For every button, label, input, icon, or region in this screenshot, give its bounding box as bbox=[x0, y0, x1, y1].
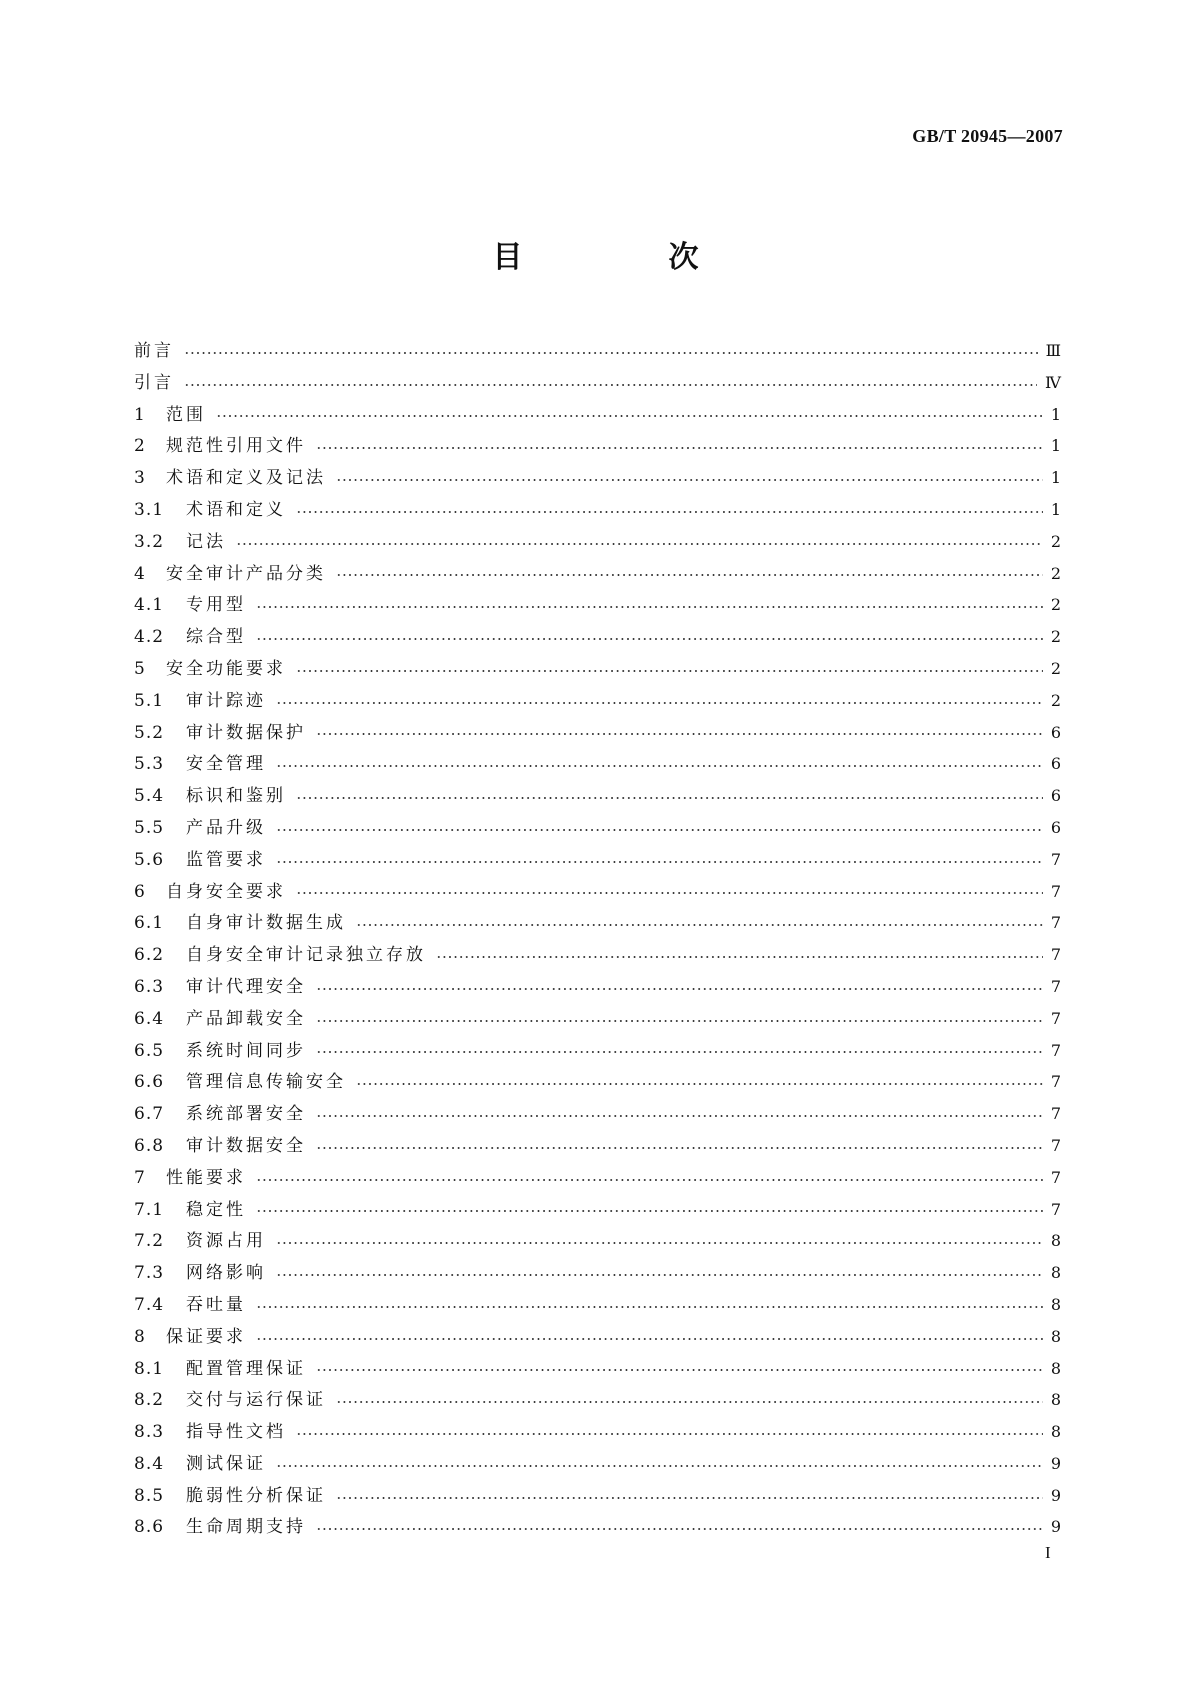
toc-entry-label: 综合型 bbox=[186, 627, 246, 648]
toc-entry-number: 2 bbox=[134, 436, 146, 457]
toc-entry[interactable] bbox=[134, 1066, 1061, 1098]
toc-entry[interactable] bbox=[134, 907, 1061, 939]
toc-entry[interactable] bbox=[134, 1130, 1061, 1162]
dot-leader bbox=[276, 854, 1043, 866]
dot-leader bbox=[296, 663, 1043, 675]
toc-entry[interactable] bbox=[134, 844, 1061, 876]
toc-entry-label: 范围 bbox=[166, 404, 206, 425]
dot-leader bbox=[256, 631, 1043, 643]
dot-leader bbox=[276, 1235, 1043, 1247]
toc-entry-page: Ⅳ bbox=[1045, 372, 1061, 392]
toc-entry[interactable] bbox=[134, 812, 1061, 844]
toc-entry[interactable] bbox=[134, 1448, 1061, 1480]
toc-entry-page: 7 bbox=[1050, 1072, 1061, 1092]
toc-entry-label: 资源占用 bbox=[186, 1231, 266, 1252]
toc-entry-number: 5.6 bbox=[134, 849, 165, 870]
dot-leader bbox=[316, 440, 1043, 452]
dot-leader bbox=[316, 1521, 1043, 1533]
dot-leader bbox=[336, 567, 1043, 579]
toc-entry-number: 6.5 bbox=[134, 1040, 165, 1061]
toc-entry[interactable] bbox=[134, 876, 1061, 908]
dot-leader bbox=[296, 1426, 1043, 1438]
toc-entry-number: 6.1 bbox=[134, 913, 165, 934]
toc-entry-page: 6 bbox=[1050, 754, 1061, 774]
dot-leader bbox=[356, 917, 1043, 929]
toc-entry-number: 5 bbox=[134, 658, 146, 679]
toc-entry[interactable] bbox=[134, 1225, 1061, 1257]
toc-entry-number: 8 bbox=[134, 1326, 146, 1347]
toc-entry-page: 8 bbox=[1050, 1294, 1061, 1314]
toc-entry-label: 测试保证 bbox=[186, 1453, 266, 1474]
toc-entry-label: 管理信息传输安全 bbox=[186, 1072, 346, 1093]
toc-entry-page: 7 bbox=[1050, 945, 1061, 965]
toc-entry[interactable] bbox=[134, 1257, 1061, 1289]
toc-entry-label: 产品升级 bbox=[186, 817, 266, 838]
toc-entry-label: 脆弱性分析保证 bbox=[186, 1485, 326, 1506]
toc-entry-page: 8 bbox=[1050, 1390, 1061, 1410]
toc-entry[interactable] bbox=[134, 748, 1061, 780]
dot-leader bbox=[276, 695, 1043, 707]
toc-entry-page: 2 bbox=[1050, 627, 1061, 647]
toc-entry-label: 引言 bbox=[134, 372, 174, 393]
toc-entry-page: 1 bbox=[1050, 404, 1061, 424]
toc-entry-label: 自身审计数据生成 bbox=[186, 913, 346, 934]
toc-entry-page: 1 bbox=[1050, 436, 1061, 456]
toc-entry-page: 7 bbox=[1050, 849, 1061, 869]
toc-entry-number: 8.3 bbox=[134, 1422, 165, 1443]
toc-entry-number: 3.2 bbox=[134, 531, 165, 552]
toc-entry-label: 性能要求 bbox=[166, 1167, 246, 1188]
toc-entry[interactable] bbox=[134, 335, 1061, 367]
toc-entry[interactable] bbox=[134, 685, 1061, 717]
dot-leader bbox=[436, 949, 1043, 961]
toc-entry-label: 自身安全要求 bbox=[166, 881, 286, 902]
toc-entry-label: 吞吐量 bbox=[186, 1294, 246, 1315]
toc-entry-page: 2 bbox=[1050, 595, 1061, 615]
dot-leader bbox=[296, 790, 1043, 802]
toc-entry-number: 1 bbox=[134, 404, 146, 425]
toc-entry-number: 8.4 bbox=[134, 1453, 165, 1474]
toc-entry[interactable] bbox=[134, 1162, 1061, 1194]
dot-leader bbox=[184, 345, 1038, 357]
toc-entry-page: 2 bbox=[1050, 531, 1061, 551]
toc-entry-label: 标识和鉴别 bbox=[186, 786, 286, 807]
toc-entry-number: 5.5 bbox=[134, 817, 165, 838]
toc-entry[interactable] bbox=[134, 1003, 1061, 1035]
dot-leader bbox=[236, 536, 1043, 548]
dot-leader bbox=[296, 885, 1043, 897]
toc-entry-number: 4.2 bbox=[134, 627, 165, 648]
toc-entry-number: 6.4 bbox=[134, 1008, 165, 1029]
toc-entry-page: 9 bbox=[1050, 1517, 1061, 1537]
toc-entry-page: 8 bbox=[1050, 1422, 1061, 1442]
toc-entry-page: 9 bbox=[1050, 1453, 1061, 1473]
toc-entry[interactable] bbox=[134, 494, 1061, 526]
toc-entry-number: 5.4 bbox=[134, 786, 165, 807]
toc-entry-label: 专用型 bbox=[186, 595, 246, 616]
toc-entry-label: 安全管理 bbox=[186, 754, 266, 775]
toc-entry[interactable] bbox=[134, 399, 1061, 431]
toc-entry-page: 7 bbox=[1050, 1104, 1061, 1124]
toc-entry-page: 7 bbox=[1050, 913, 1061, 933]
toc-entry[interactable] bbox=[134, 971, 1061, 1003]
toc-entry-number: 4 bbox=[134, 563, 146, 584]
toc-entry-number: 7 bbox=[134, 1167, 146, 1188]
toc-entry-number: 7.3 bbox=[134, 1263, 165, 1284]
toc-entry[interactable] bbox=[134, 589, 1061, 621]
toc-entry[interactable] bbox=[134, 653, 1061, 685]
toc-entry-number: 8.5 bbox=[134, 1485, 165, 1506]
toc-entry-number: 7.2 bbox=[134, 1231, 165, 1252]
toc-entry[interactable] bbox=[134, 558, 1061, 590]
toc-entry-number: 3 bbox=[134, 468, 146, 489]
toc-entry-page: 2 bbox=[1050, 658, 1061, 678]
toc-entry[interactable] bbox=[134, 1289, 1061, 1321]
toc-entry-label: 网络影响 bbox=[186, 1263, 266, 1284]
dot-leader bbox=[276, 822, 1043, 834]
toc-entry-page: 8 bbox=[1050, 1358, 1061, 1378]
toc-entry-page: 8 bbox=[1050, 1231, 1061, 1251]
toc-entry-page: 7 bbox=[1050, 881, 1061, 901]
toc-entry-number: 7.4 bbox=[134, 1294, 165, 1315]
toc-entry[interactable] bbox=[134, 621, 1061, 653]
toc-entry-number: 3.1 bbox=[134, 499, 165, 520]
dot-leader bbox=[336, 1394, 1043, 1406]
toc-entry[interactable] bbox=[134, 1098, 1061, 1130]
toc-entry-page: 6 bbox=[1050, 786, 1061, 806]
dot-leader bbox=[184, 377, 1037, 389]
toc-entry-label: 生命周期支持 bbox=[186, 1517, 306, 1538]
toc-entry[interactable] bbox=[134, 1511, 1061, 1543]
toc-entry-number: 6.3 bbox=[134, 976, 165, 997]
toc-entry-label: 产品卸载安全 bbox=[186, 1008, 306, 1029]
toc-entry[interactable] bbox=[134, 430, 1061, 462]
toc-entry-label: 保证要求 bbox=[166, 1326, 246, 1347]
dot-leader bbox=[336, 1490, 1043, 1502]
toc-entry-label: 审计数据安全 bbox=[186, 1135, 306, 1156]
dot-leader bbox=[256, 1299, 1043, 1311]
toc-entry-label: 记法 bbox=[186, 531, 226, 552]
toc-entry[interactable] bbox=[134, 462, 1061, 494]
toc-entry[interactable] bbox=[134, 526, 1061, 558]
toc-entry-number: 8.2 bbox=[134, 1390, 165, 1411]
toc-entry-label: 审计代理安全 bbox=[186, 976, 306, 997]
toc-entry[interactable] bbox=[134, 1035, 1061, 1067]
toc-entry[interactable] bbox=[134, 1353, 1061, 1385]
toc-entry-page: Ⅲ bbox=[1045, 341, 1061, 360]
toc-entry-label: 审计踪迹 bbox=[186, 690, 266, 711]
toc-entry-label: 指导性文档 bbox=[186, 1422, 286, 1443]
dot-leader bbox=[256, 599, 1043, 611]
toc-entry-label: 规范性引用文件 bbox=[166, 436, 306, 457]
toc-entry-label: 安全审计产品分类 bbox=[166, 563, 326, 584]
toc-entry-label: 稳定性 bbox=[186, 1199, 246, 1220]
toc-entry-label: 安全功能要求 bbox=[166, 658, 286, 679]
dot-leader bbox=[336, 472, 1043, 484]
toc-entry-number: 8.1 bbox=[134, 1358, 165, 1379]
dot-leader bbox=[316, 726, 1043, 738]
toc-entry-page: 6 bbox=[1050, 722, 1061, 742]
toc-entry-page: 7 bbox=[1050, 1040, 1061, 1060]
toc-entry-label: 系统时间同步 bbox=[186, 1040, 306, 1061]
toc-entry-page: 7 bbox=[1050, 1008, 1061, 1028]
toc-entry[interactable] bbox=[134, 717, 1061, 749]
page-number: I bbox=[1045, 1543, 1051, 1562]
toc-entry-number: 6.8 bbox=[134, 1135, 165, 1156]
toc-entry-page: 7 bbox=[1050, 1199, 1061, 1219]
toc-entry-label: 审计数据保护 bbox=[186, 722, 306, 743]
dot-leader bbox=[216, 408, 1043, 420]
dot-leader bbox=[356, 1076, 1043, 1088]
toc-entry-number: 6.2 bbox=[134, 945, 165, 966]
toc-entry-page: 1 bbox=[1050, 499, 1061, 519]
toc-entry-page: 9 bbox=[1050, 1485, 1061, 1505]
toc-entry-page: 2 bbox=[1050, 563, 1061, 583]
toc-entry-page: 7 bbox=[1050, 1135, 1061, 1155]
toc-entry-number: 7.1 bbox=[134, 1199, 165, 1220]
toc-entry[interactable] bbox=[134, 1321, 1061, 1353]
dot-leader bbox=[276, 758, 1043, 770]
page-title: 目 次 bbox=[492, 240, 757, 275]
table-of-contents bbox=[134, 335, 1061, 1543]
toc-entry[interactable] bbox=[134, 780, 1061, 812]
toc-entry-page: 7 bbox=[1050, 1167, 1061, 1187]
standard-code: GB/T 20945—2007 bbox=[912, 126, 1063, 146]
toc-entry[interactable] bbox=[134, 367, 1061, 399]
toc-entry-number: 6.6 bbox=[134, 1072, 165, 1093]
toc-entry[interactable] bbox=[134, 1384, 1061, 1416]
toc-entry-label: 配置管理保证 bbox=[186, 1358, 306, 1379]
toc-entry-label: 术语和定义 bbox=[186, 499, 286, 520]
dot-leader bbox=[316, 1108, 1043, 1120]
toc-entry-number: 4.1 bbox=[134, 595, 165, 616]
dot-leader bbox=[296, 504, 1043, 516]
toc-entry[interactable] bbox=[134, 1194, 1061, 1226]
dot-leader bbox=[316, 981, 1043, 993]
toc-entry-page: 2 bbox=[1050, 690, 1061, 710]
toc-entry-label: 监管要求 bbox=[186, 849, 266, 870]
toc-entry-page: 8 bbox=[1050, 1326, 1061, 1346]
toc-entry-number: 6.7 bbox=[134, 1104, 165, 1125]
toc-entry-number: 8.6 bbox=[134, 1517, 165, 1538]
dot-leader bbox=[256, 1172, 1043, 1184]
toc-entry-label: 系统部署安全 bbox=[186, 1104, 306, 1125]
dot-leader bbox=[316, 1362, 1043, 1374]
toc-entry-label: 术语和定义及记法 bbox=[166, 468, 326, 489]
toc-entry-number: 5.2 bbox=[134, 722, 165, 743]
toc-entry[interactable] bbox=[134, 1416, 1061, 1448]
toc-entry-number: 5.1 bbox=[134, 690, 165, 711]
dot-leader bbox=[316, 1013, 1043, 1025]
dot-leader bbox=[316, 1140, 1043, 1152]
toc-entry-label: 交付与运行保证 bbox=[186, 1390, 326, 1411]
toc-entry[interactable] bbox=[134, 939, 1061, 971]
dot-leader bbox=[316, 1044, 1043, 1056]
dot-leader bbox=[276, 1458, 1043, 1470]
dot-leader bbox=[276, 1267, 1043, 1279]
toc-entry-page: 6 bbox=[1050, 817, 1061, 837]
toc-entry-page: 7 bbox=[1050, 976, 1061, 996]
toc-entry-label: 自身安全审计记录独立存放 bbox=[186, 945, 426, 966]
toc-entry-number: 5.3 bbox=[134, 754, 165, 775]
toc-entry[interactable] bbox=[134, 1480, 1061, 1512]
toc-entry-label: 前言 bbox=[134, 341, 174, 361]
dot-leader bbox=[256, 1331, 1043, 1343]
toc-entry-number: 6 bbox=[134, 881, 146, 902]
dot-leader bbox=[256, 1203, 1043, 1215]
toc-entry-page: 8 bbox=[1050, 1263, 1061, 1283]
toc-entry-page: 1 bbox=[1050, 468, 1061, 488]
